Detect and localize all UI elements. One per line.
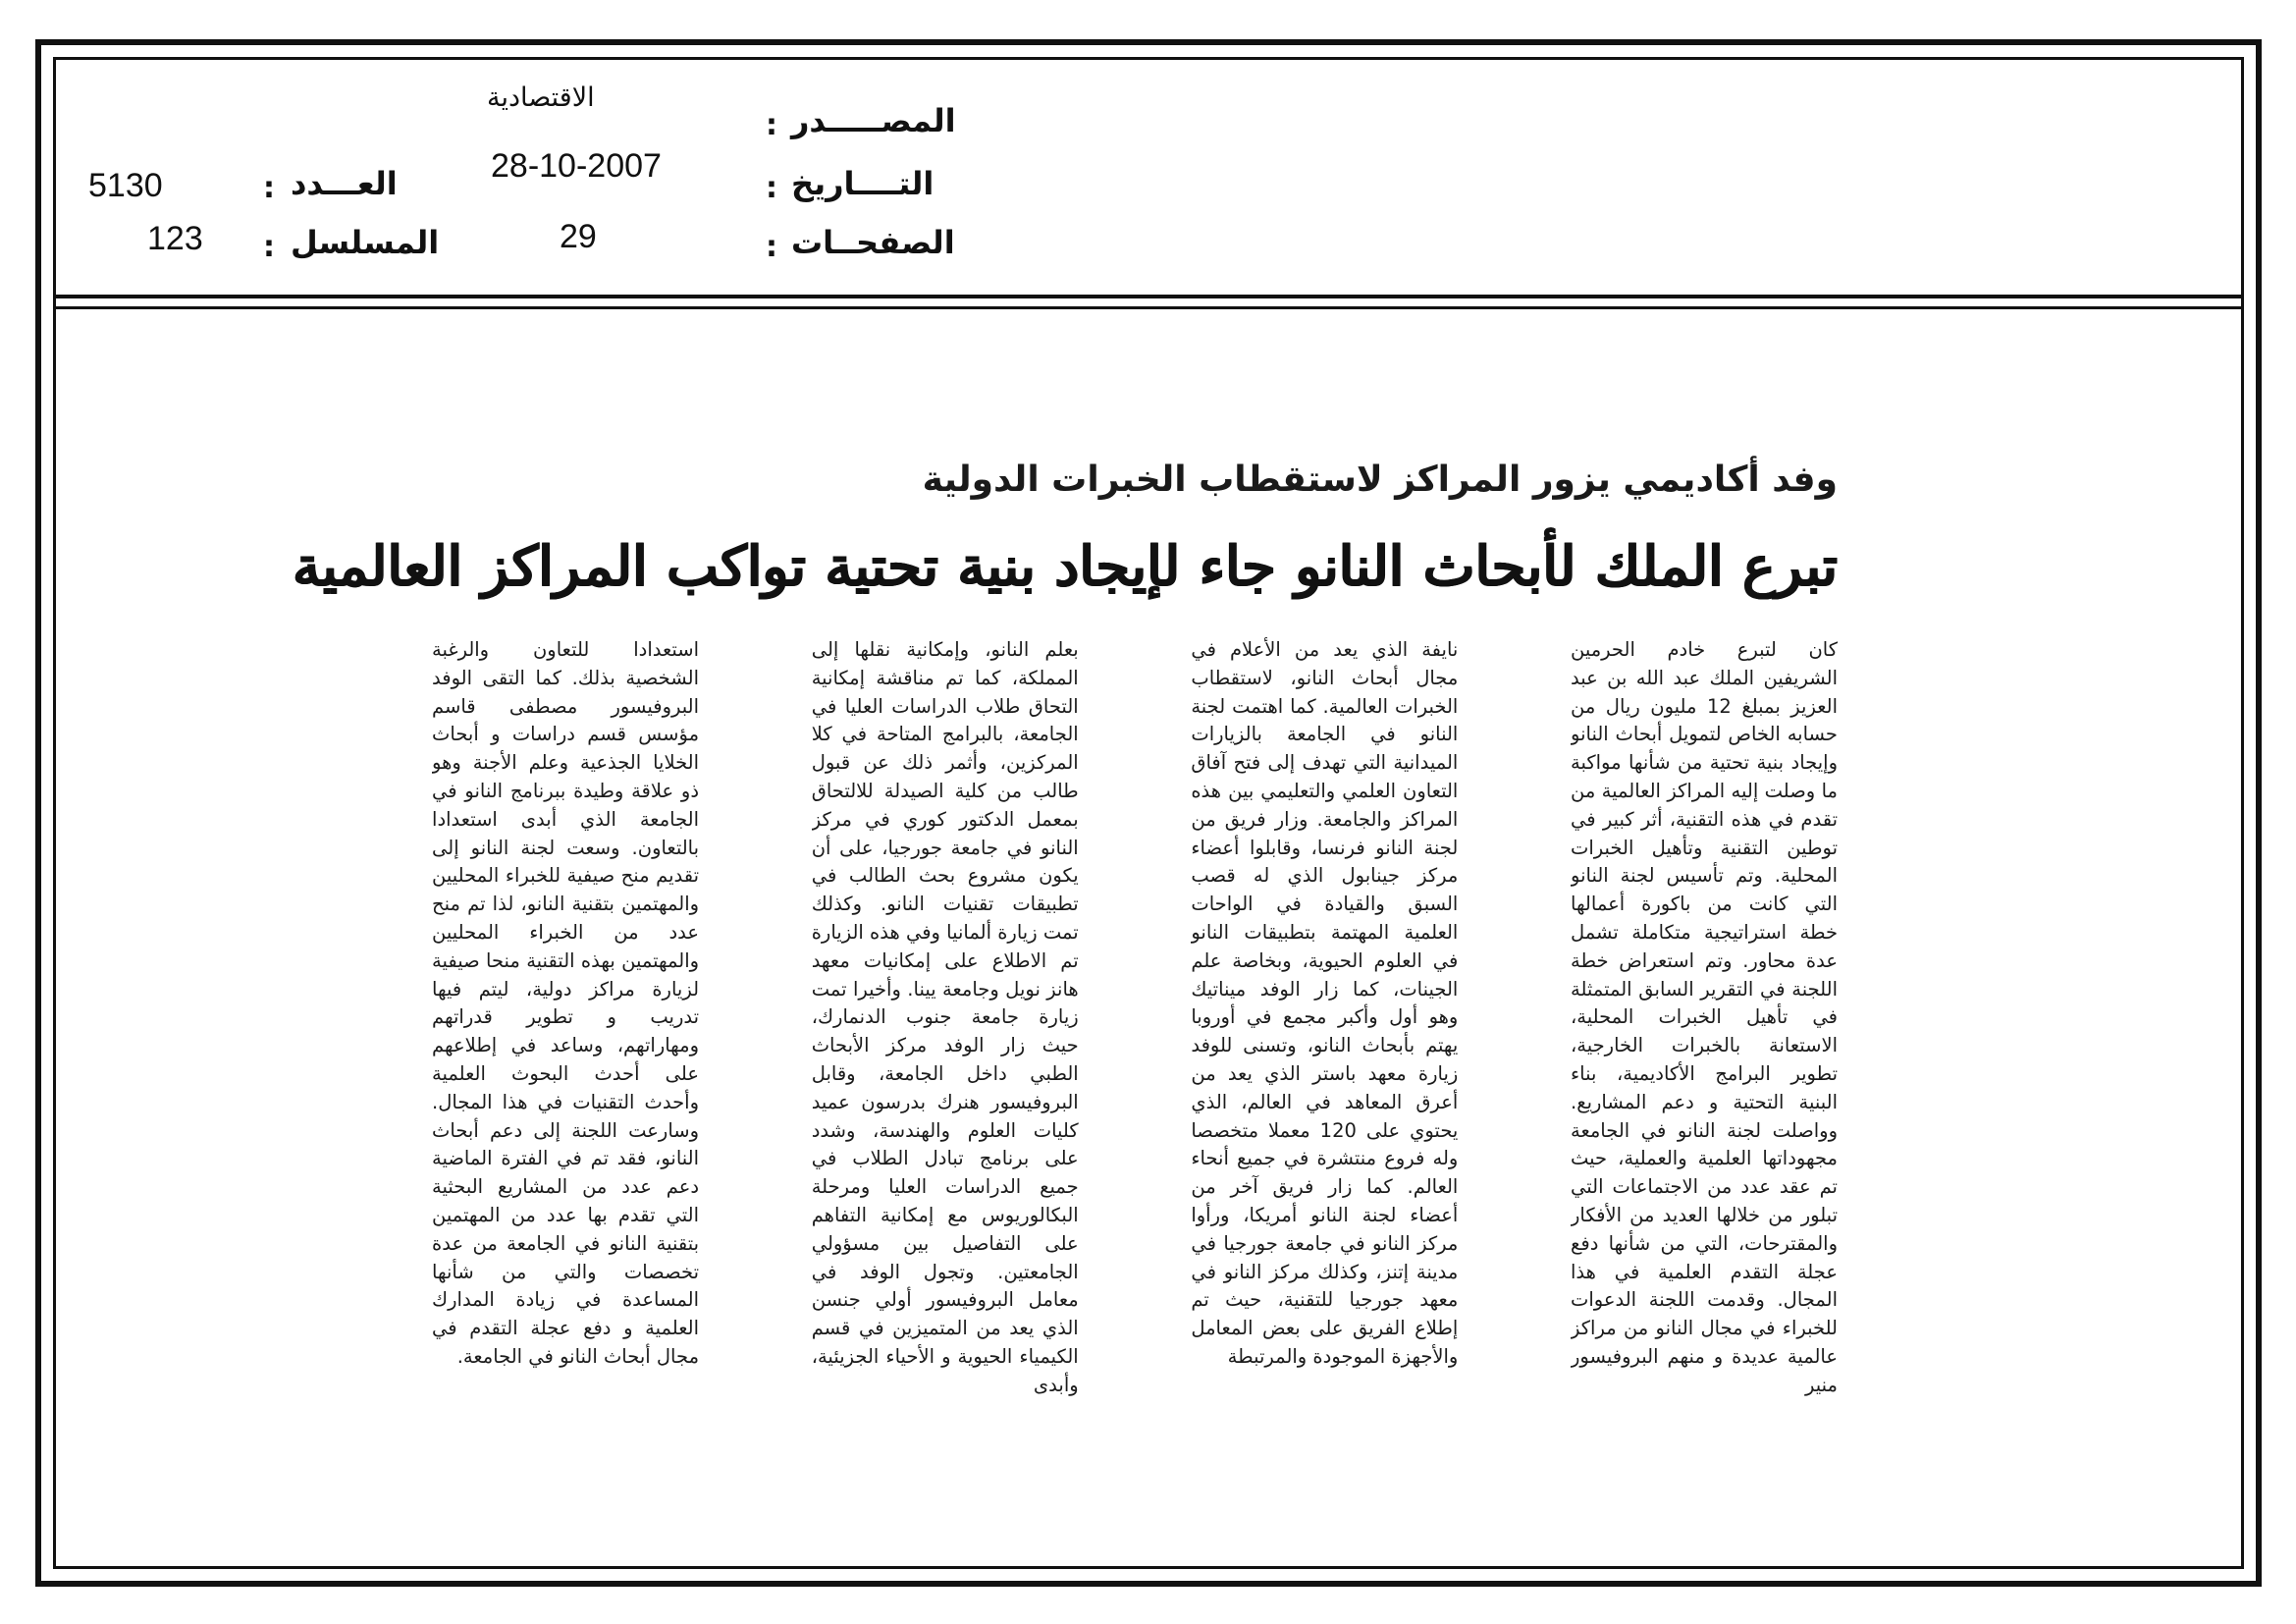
- pages-label: الصفحــات: [791, 224, 955, 261]
- serial-colon: :: [263, 230, 275, 264]
- article-kicker: وفد أكاديمي يزور المراكز لاستقطاب الخبرات الدولية: [922, 460, 1838, 500]
- newspaper-clipping: [293, 454, 1838, 1416]
- article-headline: تبرع الملك لأبحاث النانو جاء لإيجاد بنية تحتية تواكب المراكز العالمية: [293, 534, 1838, 599]
- column-4-text: استعدادا للتعاون والرغبة الشخصية بذلك. كما التقى الوفد البروفيسور مصطفى قاسم مؤسس قسم دراسات و أبحاث الخلايا الجذعية وعلم الأجنة وهو ذو علاقة وطيدة ببرنامج النانو في الجامعة الذي أبدى استعدادا بالتعاون. وسعت لجنة النانو إلى تقديم منح صيفية للخبراء المحليين والمهتمين بتقنية النانو، لذا تم منح عدد من الخبراء المحليين والمهتمين بهذه التقنية منحا صيفية لزيارة مراكز دولية، ليتم فيها تدريب و تطوير قدراتهم ومهاراتهم، وساعد في إطلاعهم على أحدث البحوث العلمية وأحدث التقنيات في هذا المجال. وسارعت اللجنة إلى دعم أبحاث النانو، فقد تم في الفترة الماضية دعم عدد من المشاريع البحثية التي تقدم بها عدد من المهتمين بتقنية النانو في الجامعة من عدة تخصصات والتي من شأنها المساعدة في زيادة المدارك العلمية و دفع عجلة التقدم في مجال أبحاث النانو في الجامعة.: [432, 638, 700, 1368]
- article-columns: [432, 636, 1838, 1406]
- issue-colon: :: [263, 171, 275, 205]
- pages-colon: :: [766, 230, 777, 264]
- article-column-3: [812, 636, 1079, 1406]
- serial-label: المسلسل: [291, 224, 440, 261]
- issue-label: العـــدد: [291, 165, 398, 202]
- source-value: الاقتصادية: [487, 82, 595, 113]
- article-column-1: [1571, 636, 1838, 1406]
- article-column-4: [432, 636, 699, 1406]
- date-colon: :: [766, 171, 777, 205]
- column-1-text: كان لتبرع خادم الحرمين الشريفين الملك عبد الله بن عبد العزيز بمبلغ 12 مليون ريال من حسابه الخاص لتمويل أبحاث النانو وإيجاد بنية تحتية من شأنها مواكبة ما وصلت إليه المراكز العالمية من تقدم في هذه التقنية، أثر كبير في توطين التقنية وتأهيل الخبرات المحلية. وتم تأسيس لجنة النانو التي كانت من باكورة أعمالها خطة استراتيجية متكاملة تشمل عدة محاور. وتم استعراض خطة اللجنة في التقرير السابق المتمثلة في تأهيل الخبرات المحلية، الاستعانة بالخبرات الخارجية، تطوير البرامج الأكاديمية، بناء البنية التحتية و دعم المشاريع. وواصلت لجنة النانو في الجامعة مجهوداتها العلمية والعملية، حيث تم عقد عدد من الاجتماعات التي تبلور من خلالها العديد من الأفكار والمقترحات، التي من شأنها دفع عجلة التقدم العلمية في هذا المجال. وقدمت اللجنة الدعوات للخبراء في مجال النانو من مراكز عالمية عديدة و منهم البروفيسور منير: [1571, 638, 1838, 1396]
- serial-value: 123: [147, 220, 203, 257]
- date-value: 28-10-2007: [491, 147, 662, 185]
- source-label: المصـــــدر: [791, 102, 956, 139]
- column-2-text: نايفة الذي يعد من الأعلام في مجال أبحاث النانو، لاستقطاب الخبرات العالمية. كما اهتمت لجنة النانو في الجامعة بالزيارات الميدانية التي تهدف إلى فتح آفاق التعاون العلمي والتعليمي بين هذه المراكز والجامعة. وزار فريق من لجنة النانو فرنسا، وقابلوا أعضاء مركز جينابول الذي له قصب السبق والقيادة في الواحات العلمية المهتمة بتطبيقات النانو في العلوم الحيوية، وبخاصة علم الجينات، كما زار الوفد ميناتيك وهو أول وأكبر مجمع في أوروبا يهتم بأبحاث النانو، وتسنى للوفد زيارة معهد باستر الذي يعد من أعرق المعاهد في العالم، الذي يحتوي على 120 معملا متخصصا وله فروع منتشرة في جميع أنحاء العالم. كما زار فريق آخر من أعضاء لجنة النانو أمريكا، ورأوا مركز النانو في جامعة جورجيا في مدينة إتنز، وكذلك مركز النانو في معهد جورجيا للتقنية، حيث تم إطلاع الفريق على بعض المعامل والأجهزة الموجودة والمرتبطة: [1191, 638, 1459, 1368]
- issue-value: 5130: [88, 167, 163, 204]
- article-column-2: [1191, 636, 1458, 1406]
- column-3-text: بعلم النانو، وإمكانية نقلها إلى المملكة، كما تم مناقشة إمكانية التحاق طلاب الدراسات العليا في الجامعة، بالبرامج المتاحة في كلا المركزين، وأثمر ذلك عن قبول طالب من كلية الصيدلة للالتحاق بمعمل الدكتور كوري في مركز النانو في جامعة جورجيا، على أن يكون مشروع بحث الطالب في تطبيقات تقنيات النانو. وكذلك تمت زيارة ألمانيا وفي هذه الزيارة تم الاطلاع على إمكانيات معهد هانز نويل وجامعة يينا. وأخيرا تمت زيارة جامعة جنوب الدنمارك، حيث زار الوفد مركز الأبحاث الطبي داخل الجامعة، وقابل البروفيسور هنرك بدرسون عميد كليات العلوم والهندسة، وشدد على برنامج تبادل الطلاب في جميع الدراسات العليا ومرحلة البكالوريوس مع إمكانية التفاهم على التفاصيل بين مسؤولي الجامعتين. وتجول الوفد في معامل البروفيسور أولي جنسن الذي يعد من المتميزين في قسم الكيمياء الحيوية و الأحياء الجزيئية، وأبدى: [811, 638, 1079, 1396]
- header-divider: [53, 295, 2244, 298]
- source-colon: :: [766, 108, 777, 142]
- date-label: التــــاريخ: [791, 165, 934, 202]
- pages-value: 29: [560, 218, 597, 255]
- header-divider-thin: [53, 306, 2244, 309]
